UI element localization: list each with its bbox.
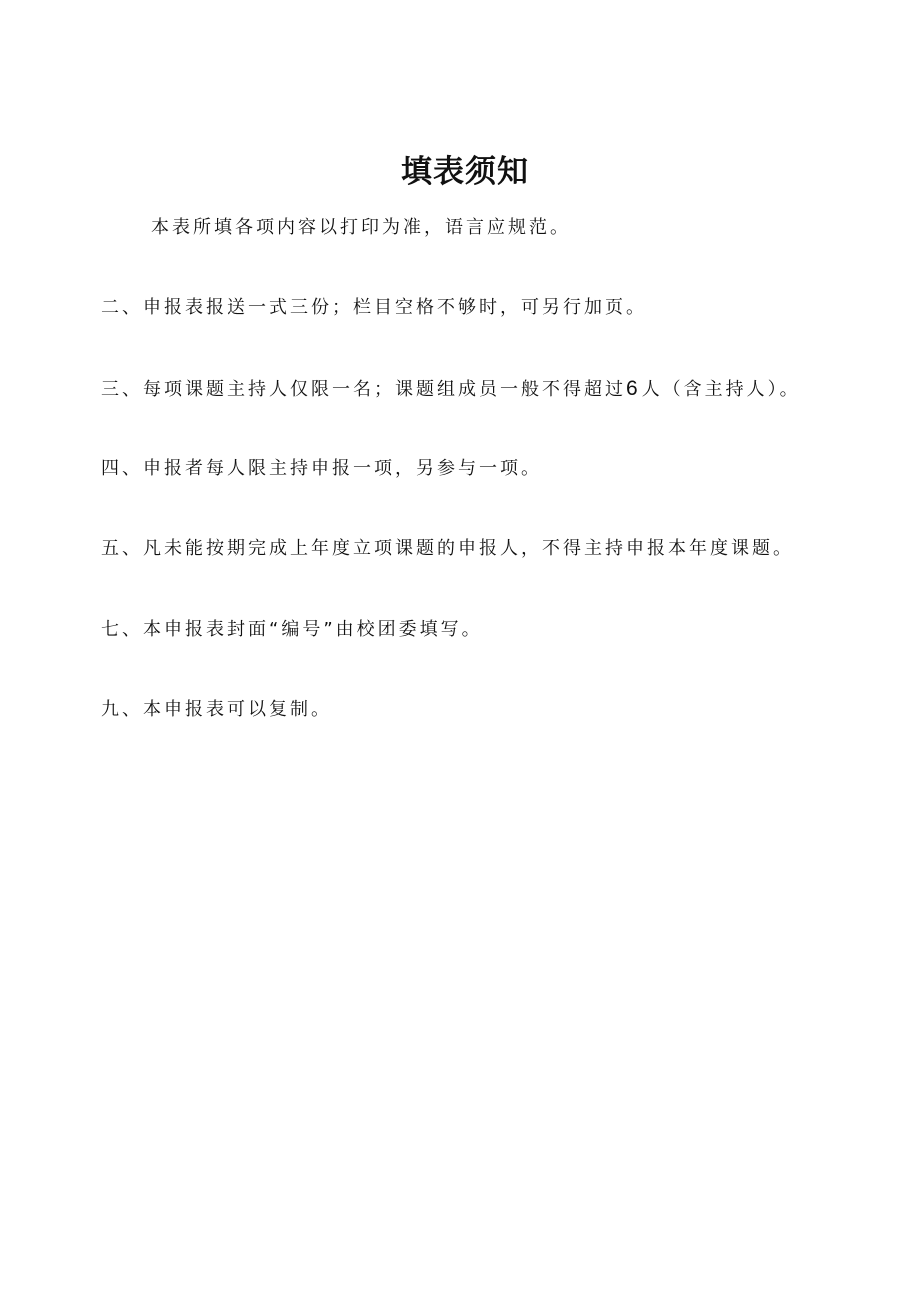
member-limit-number: 6	[626, 377, 642, 400]
instruction-item-9: 九、本申报表可以复制。	[101, 699, 332, 720]
instruction-item-2: 二、申报表报送一式三份；栏目空格不够时，可另行加页。	[101, 297, 647, 318]
page-title: 填表须知	[401, 154, 529, 190]
instruction-item-4: 四、申报者每人限主持申报一项，另参与一项。	[101, 458, 542, 479]
instruction-item-3-text-after: 人（含主持人）。	[641, 379, 801, 400]
instruction-item-3-text-before: 三、每项课题主持人仅限一名；课题组成员一般不得超过	[101, 379, 626, 400]
instruction-item-7: 七、本申报表封面“编号”由校团委填写。	[101, 619, 483, 640]
instruction-item-5: 五、凡未能按期完成上年度立项课题的申报人，不得主持申报本年度课题。	[101, 538, 794, 559]
instruction-item-1: 本表所填各项内容以打印为准，语言应规范。	[151, 217, 571, 238]
instruction-item-3	[101, 375, 801, 404]
